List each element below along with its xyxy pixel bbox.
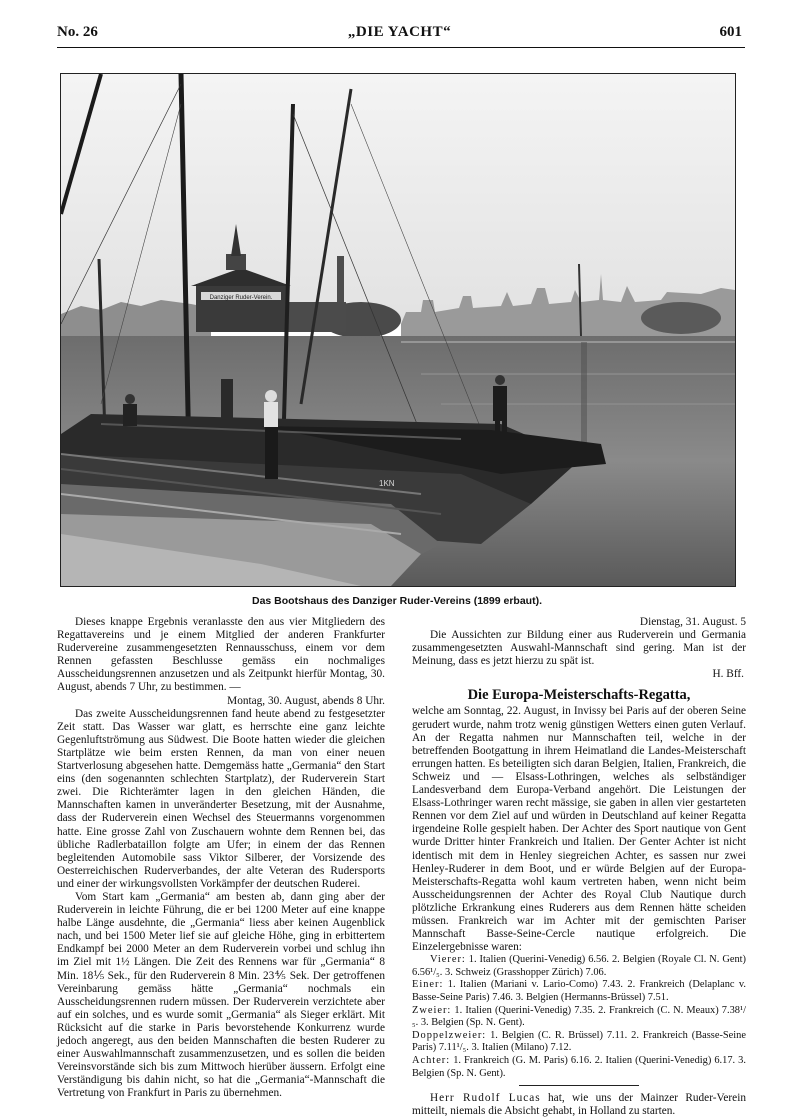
journal-title: „DIE YACHT“ bbox=[347, 24, 452, 40]
page-number: 601 bbox=[719, 24, 742, 40]
boathouse-photo bbox=[60, 73, 736, 587]
photo-caption: Das Bootshaus des Danziger Ruder-Vereins (1899 erbaut). bbox=[251, 595, 542, 607]
boat-label: 1KN bbox=[379, 479, 395, 488]
paragraph: Vom Start kam „Germania“ am besten ab, dann ging aber der Ruderverein in leichte Führung, die er bei 1200 Meter auf eine knappe halbe Länge ausdehnte, die „Germania“ liess aber keinen Augenblick nach, und bei 1500 Meter lief sie auf gleiche Höhe, ging in erbittertem Endkampf bei 2000 Meter an dem Ruderverein vorbei und schlug ihn im Ziel mit 1½ Längen. Die Zeit des Rennens war für „Germania“ 8 Min. 18⅕ Sek., für den Ruderverein 8 Min. 23⅘ Sek. Der getroffenen Vereinbarung gemäss hätte „Germania“ nochmals ein Ausscheidungsrennen rudern müssen. Der Ruderverein verzichtete aber auf ein solches, und es wurde somit „Germania“ als Sieger erklärt. Mit Rücksicht auf die starke in Paris bevorstehende Konkurrenz wurde jedoch angeregt, aus den beiden Mannschaften die besten Ruderer zu einer Auswahlmannschaft zusammenzusetzen, und es sollen die beiden Vereinsvorstände sich bis zum Mittwoch hierüber äussern. Erfolgt eine Verständigung bis dahin nicht, so hat die „Germania“-Mannschaft die Vertretung von Frankfurt in Paris zu übernehmen. bbox=[57, 890, 385, 1100]
signature: H. Bff. bbox=[712, 668, 744, 681]
right-column bbox=[412, 616, 746, 1118]
issue-number: No. 26 bbox=[57, 24, 98, 40]
results-list bbox=[412, 954, 746, 1080]
dateline: Montag, 30. August, abends 8 Uhr. bbox=[227, 694, 385, 707]
result-item: Vierer: 1. Italien (Querini-Venedig) 6.56. 2. Belgien (Royale Cl. N. Gent) 6.56¹/₅. 3. Schweiz (Grasshopper Zürich) 7.06. bbox=[412, 954, 746, 978]
paragraph: Die Aussichten zur Bildung einer aus Ruderverein und Germania zusammengesetzten Auswahl-Mannschaft sind gering. Man ist der Meinung, dass es jetzt hierzu zu spät ist. bbox=[412, 629, 746, 668]
boathouse-sign: Danziger Ruder-Verein. bbox=[209, 295, 273, 301]
paragraph: welche am Sonntag, 22. August, in Invissy bei Paris auf der oberen Seine gerudert wurde, nahm trotz wenig günstigen Wetters einen guten Verlauf. An der Regatta nahmen nur Mannschaften teil, welche in der betreffenden Bootgattung in ihrem Heimatland die Landes-Meisterschaft errungen hatten. Es beteiligten sich daran Belgien, Italien, Frankreich, die Schweiz und — Elsass-Lothringen, welches als selbständiger Landesverband dem Europa-Verband angehört. Die Leistungen der Elsass-Lothringer waren recht mässige, sie gaben in allen vier gestarteten Rennen vor dem Ziel auf und würden in Deutschland auf keiner Regatta irgendeine Rolle gespielt haben. Der Achter des Sport nautique von Gent wurde Dritter hinter Frankreich und Italien. Der Genter Achter ist nicht identisch mit dem in Henley siegreichen Achter, es sassen nur zwei Henley-Ruderer in dem Boot, und er würde Belgien auf der Europa-Meisterschafts-Regatta wohl kaum vertreten haben, wenn nicht beim Ausscheidungsrennen der Achter des Royal Club Nautique durch plötzliche Erkrankung eines Ruderers aus dem Rennen hätte scheiden müssen. Frankreich war im Achter mit der gemischten Pariser Mannschaft Basse-Seine-Cercle nautique erfolgreich. Die Einzelergebnisse waren: bbox=[412, 705, 746, 954]
left-column bbox=[57, 616, 385, 1100]
header-rule bbox=[57, 47, 745, 48]
result-item: Einer: 1. Italien (Mariani v. Lario-Como) 7.43. 2. Frankreich (Delaplanc v. Basse-Seine Paris) 7.46. 3. Belgien (Hermanns-Brüssel) 7.51. bbox=[412, 979, 746, 1004]
page-header bbox=[57, 24, 742, 48]
dateline-mark: 5 bbox=[740, 616, 746, 628]
separator bbox=[519, 1085, 639, 1086]
article-heading: Die Europa-Meisterschafts-Regatta, bbox=[467, 687, 691, 704]
dateline: Dienstag, 31. August. 5 bbox=[639, 616, 746, 628]
paragraph: Das zweite Ausscheidungsrennen fand heute abend zu festgesetzter Zeit statt. Das Wasser war glatt, es herrschte eine ganz leichte Gegenluftströmung aus Südwest. Die Boote hatten wieder die gleichen Startplätze wie beim ersten Rennen, da man von einer neuen Startverlosung abgesehen hatte. Demgemäss hatte „Germania“ den Start eins (den sogenannten schlechten Startplatz), der Ruderverein Start zwei. Die Richterämter lagen in den gleichen Händen, die Mannschaften kamen in unveränderter Besetzung, mit der Ausnahme, dass der Ruderverein einen Wechsel des Steuermanns vorgenommen hatte. Eine grosse Zahl von Zuschauern wohnte dem Rennen bei, das übliche Radlerbataillon folgte am Ufer; in einem der das Rennen begleitenden Automobile sass Viktor Silberer, der Vorsizende des Oesterreichischen Ruderverbandes, der alte Veteran des Rudersports und einer der wirkungsvollsten Vorkämpfer der deutschen Ruderei. bbox=[57, 707, 385, 890]
result-item: Achter: 1. Frankreich (G. M. Paris) 6.16. 2. Italien (Querini-Venedig) 6.17. 3. Belgien (Sp. N. Gent). bbox=[412, 1055, 746, 1079]
paragraph: Herr Rudolf Lucas hat, wie uns der Mainzer Ruder-Verein mitteilt, niemals die Absicht gehabt, in Holland zu starten. bbox=[412, 1092, 746, 1118]
result-item: Zweier: 1. Italien (Querini-Venedig) 7.35. 2. Frankreich (C. N. Meaux) 7.38¹/₅. 3. Belgien (Sp. N. Gent). bbox=[412, 1004, 746, 1029]
paragraph: Dieses knappe Ergebnis veranlasste den aus vier Mitgliedern des Regattavereins und je einem Mitglied der anderen Frankfurter Rudervereine zusammengesetzten Rennausschuss, einem vor dem Rennen gefassten Beschlusse gemäss ein nochmaliges Ausscheidungsrennen anzusetzen und als Zeitpunkt hierfür Montag, 30. August, abends 7 Uhr, zu bestimmen. — bbox=[57, 616, 385, 694]
result-item: Doppelzweier: 1. Belgien (C. R. Brüssel) 7.11. 2. Frankreich (Basse-Seine Paris) 7.11¹/₅. 3. Italien (Milano) 7.12. bbox=[412, 1029, 746, 1054]
